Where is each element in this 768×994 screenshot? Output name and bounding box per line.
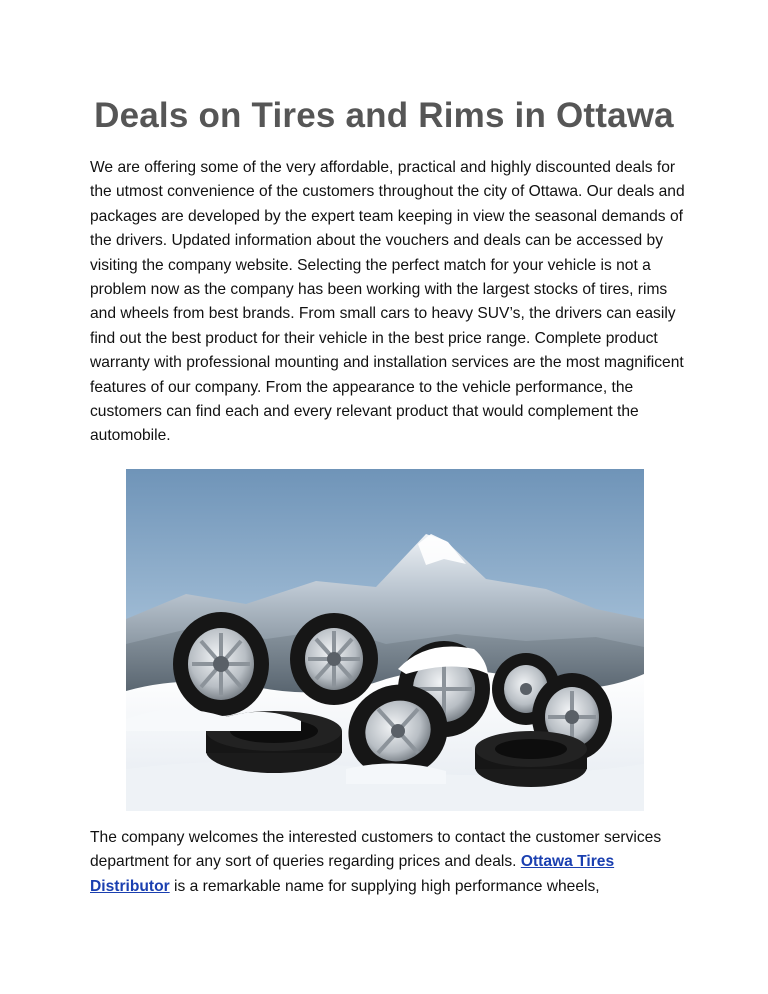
page-title: Deals on Tires and Rims in Ottawa <box>94 96 674 135</box>
contact-paragraph <box>90 826 690 899</box>
intro-paragraph: We are offering some of the very affordable, practical and highly discounted deals for the utmost convenience of the customers throughout the city of Ottawa. Our deals and packages are developed by the expert team keeping in view the seasonal demands of the drivers. Updated information about the vouchers and deals can be accessed by visiting the company website. Selecting the perfect match for your vehicle is not a problem now as the company has been working with the largest stocks of tires, rims and wheels from best brands. From small cars to heavy SUV’s, the drivers can easily find out the best product for their vehicle in the best price range. Complete product warranty with professional mounting and installation services are the most magnificent features of our company. From the appearance to the vehicle performance, the customers can find each and every relevant product that would complement the automobile. <box>90 159 685 445</box>
winter-tires-photo <box>126 469 644 811</box>
contact-text-start: The company welcomes the interested customers to contact the customer services department for any sort of queries regarding prices and deals. <box>90 829 662 871</box>
contact-text-end: is a remarkable name for supplying high performance wheels, <box>169 877 600 895</box>
ottawa-tires-distributor-link[interactable]: Ottawa Tires Distributor <box>90 853 615 895</box>
